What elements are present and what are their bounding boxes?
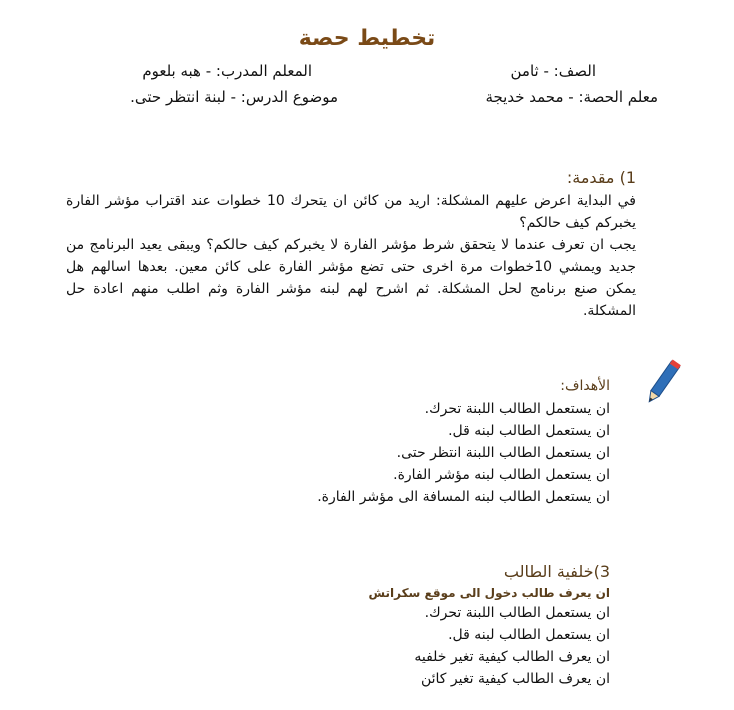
goals-list (317, 398, 610, 508)
background-subheading: ان يعرف طالب دخول الى موقع سكراتش (368, 586, 610, 600)
goal-item: ان يستعمل الطالب اللبنة تحرك. (424, 401, 610, 417)
background-item: ان يعرف الطالب كيفية تغير خلفيه (414, 649, 610, 665)
grade-field: الصف: - ثامن (510, 62, 596, 80)
background-heading: 3)خلفية الطالب (503, 562, 610, 581)
teacher-field: معلم الحصة: - محمد خديجة (485, 88, 658, 106)
background-item: ان يستعمل الطالب لبنه قل. (448, 627, 610, 643)
page-title: تخطيط حصة (298, 26, 436, 51)
background-item: ان يستعمل الطالب اللبنة تحرك. (424, 605, 610, 621)
goal-item: ان يستعمل الطالب اللبنة انتظر حتى. (396, 445, 610, 461)
background-list (369, 584, 610, 690)
pencil-icon (645, 356, 681, 408)
intro-heading: 1) مقدمة: (566, 168, 636, 187)
goals-heading: الأهداف: (560, 378, 610, 394)
goal-item: ان يستعمل الطالب لبنه قل. (448, 423, 610, 439)
goal-item: ان يستعمل الطالب لبنه مؤشر الفارة. (393, 467, 610, 483)
intro-body (66, 190, 636, 322)
intro-paragraph-2: يجب ان تعرف عندما لا يتحقق شرط مؤشر الفارة لا يخبركم كيف حالكم؟ ويبقى يعيد البرنامج من جديد ويمشي 10خطوات مرة اخرى حتى تضع مؤشر الفارة على كائن معين. بعدها اسالهم هل يمكن صنع برنامج لحل المشكلة. ثم اشرح لهم لبنه مؤشر الفارة وثم اطلب منهم اعادة حل المشكلة. (66, 237, 636, 319)
topic-field: موضوع الدرس: - لبنة انتظر حتى. (130, 88, 338, 106)
background-item: ان يعرف الطالب كيفية تغير كائن (420, 671, 610, 687)
goal-item: ان يستعمل الطالب لبنه المسافة الى مؤشر الفارة. (317, 489, 610, 505)
intro-paragraph-1: في البداية اعرض عليهم المشكلة: اريد من كائن ان يتحرك 10 خطوات عند اقتراب مؤشر الفارة يخبركم كيف حالكم؟ (66, 193, 636, 231)
trainer-field: المعلم المدرب: - هبه بلعوم (142, 62, 312, 80)
